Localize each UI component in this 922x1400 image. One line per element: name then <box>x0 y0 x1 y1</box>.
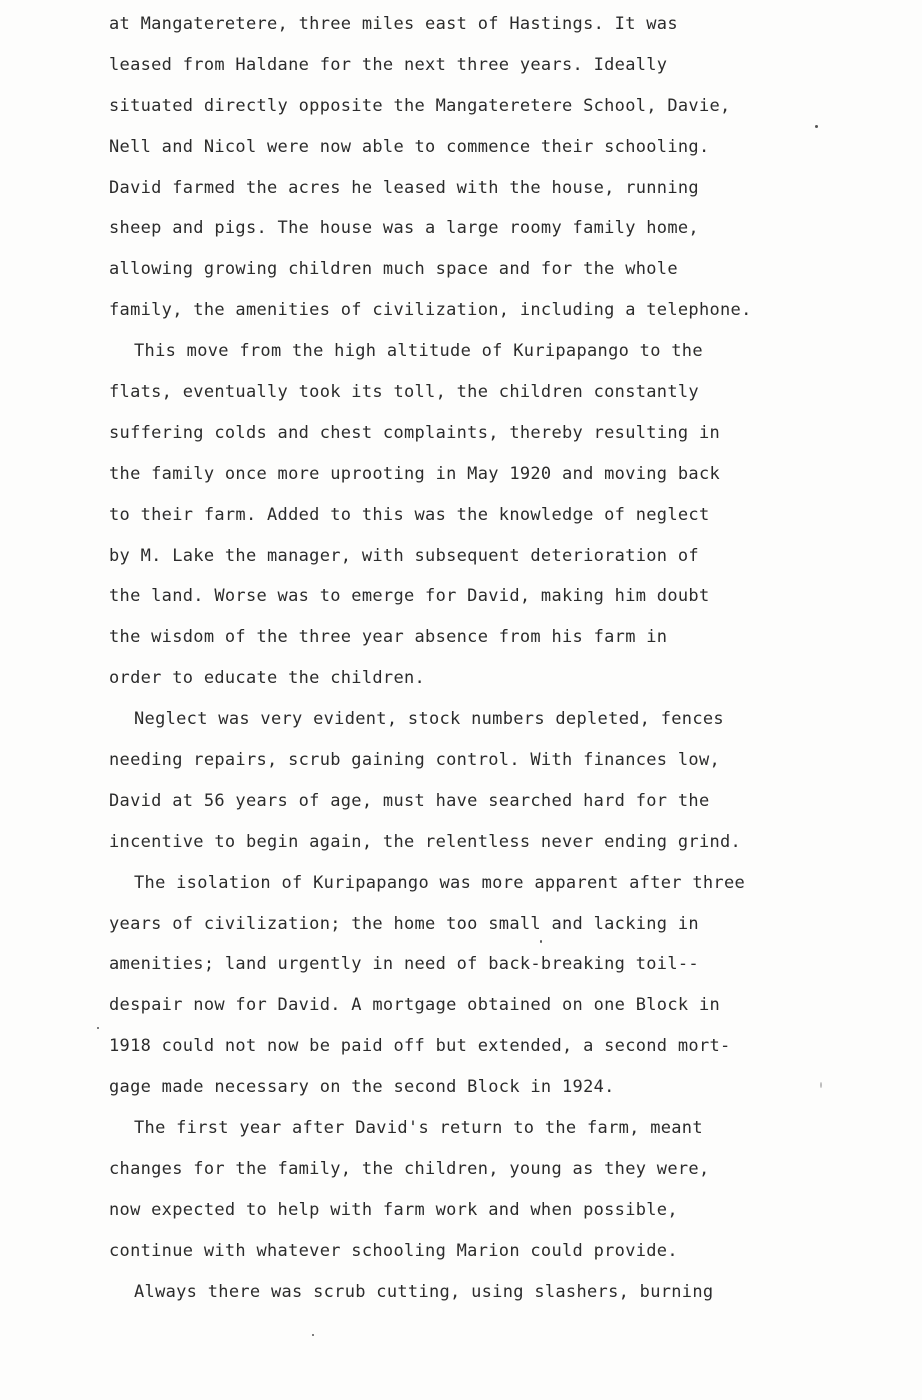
text-line: The isolation of Kuripapango was more apparent after three <box>134 872 746 893</box>
text-line: the wisdom of the three year absence from his farm in <box>109 627 668 648</box>
scan-speck <box>540 940 542 943</box>
text-line: the land. Worse was to emerge for David, making him doubt <box>109 586 710 607</box>
scan-speck <box>97 1027 99 1029</box>
text-line: allowing growing children much space and for the whole <box>109 259 678 280</box>
scan-speck <box>815 125 818 128</box>
text-line: by M. Lake the manager, with subsequent deterioration of <box>109 545 699 566</box>
text-line: the family once more uprooting in May 1920 and moving back <box>109 463 721 484</box>
text-line: Nell and Nicol were now able to commence their schooling. <box>109 136 710 157</box>
paragraph <box>109 1108 849 1272</box>
text-line: years of civilization; the home too small and lacking in <box>109 913 699 934</box>
scan-speck <box>820 1082 822 1088</box>
text-line: leased from Haldane for the next three years. Ideally <box>109 54 668 75</box>
text-line: David at 56 years of age, must have searched hard for the <box>109 790 710 811</box>
text-line: continue with whatever schooling Marion could provide. <box>109 1240 678 1261</box>
text-line: at Mangateretere, three miles east of Hastings. It was <box>109 14 678 34</box>
text-line: 1918 could not now be paid off but extended, a second mort- <box>109 1036 731 1057</box>
text-line: incentive to begin again, the relentless never ending grind. <box>109 831 742 852</box>
text-line: now expected to help with farm work and when possible, <box>109 1199 678 1220</box>
paragraph <box>109 863 849 1108</box>
typescript-body <box>109 4 849 1313</box>
text-line: despair now for David. A mortgage obtained on one Block in <box>109 995 721 1016</box>
text-line: changes for the family, the children, young as they were, <box>109 1158 710 1179</box>
paragraph <box>109 699 849 863</box>
paragraph <box>109 1272 849 1313</box>
scan-speck <box>312 1334 314 1336</box>
paragraph <box>109 331 849 699</box>
text-line: flats, eventually took its toll, the children constantly <box>109 382 699 403</box>
text-line: Always there was scrub cutting, using slashers, burning <box>134 1281 714 1302</box>
text-line: suffering colds and chest complaints, thereby resulting in <box>109 422 721 443</box>
text-line: order to educate the children. <box>109 668 426 689</box>
text-line: to their farm. Added to this was the knowledge of neglect <box>109 504 710 525</box>
text-line: situated directly opposite the Mangateretere School, Davie, <box>109 95 731 116</box>
text-line: David farmed the acres he leased with the house, running <box>109 177 699 198</box>
text-line: This move from the high altitude of Kuripapango to the <box>134 341 703 362</box>
text-line: amenities; land urgently in need of back-breaking toil-- <box>109 954 699 975</box>
text-line: family, the amenities of civilization, including a telephone. <box>109 300 752 321</box>
text-line: needing repairs, scrub gaining control. With finances low, <box>109 750 721 771</box>
paragraph <box>109 4 849 331</box>
text-line: Neglect was very evident, stock numbers depleted, fences <box>134 709 724 730</box>
text-line: sheep and pigs. The house was a large roomy family home, <box>109 218 699 239</box>
text-line: gage made necessary on the second Block in 1924. <box>109 1077 615 1098</box>
text-line: The first year after David's return to the farm, meant <box>134 1118 703 1139</box>
